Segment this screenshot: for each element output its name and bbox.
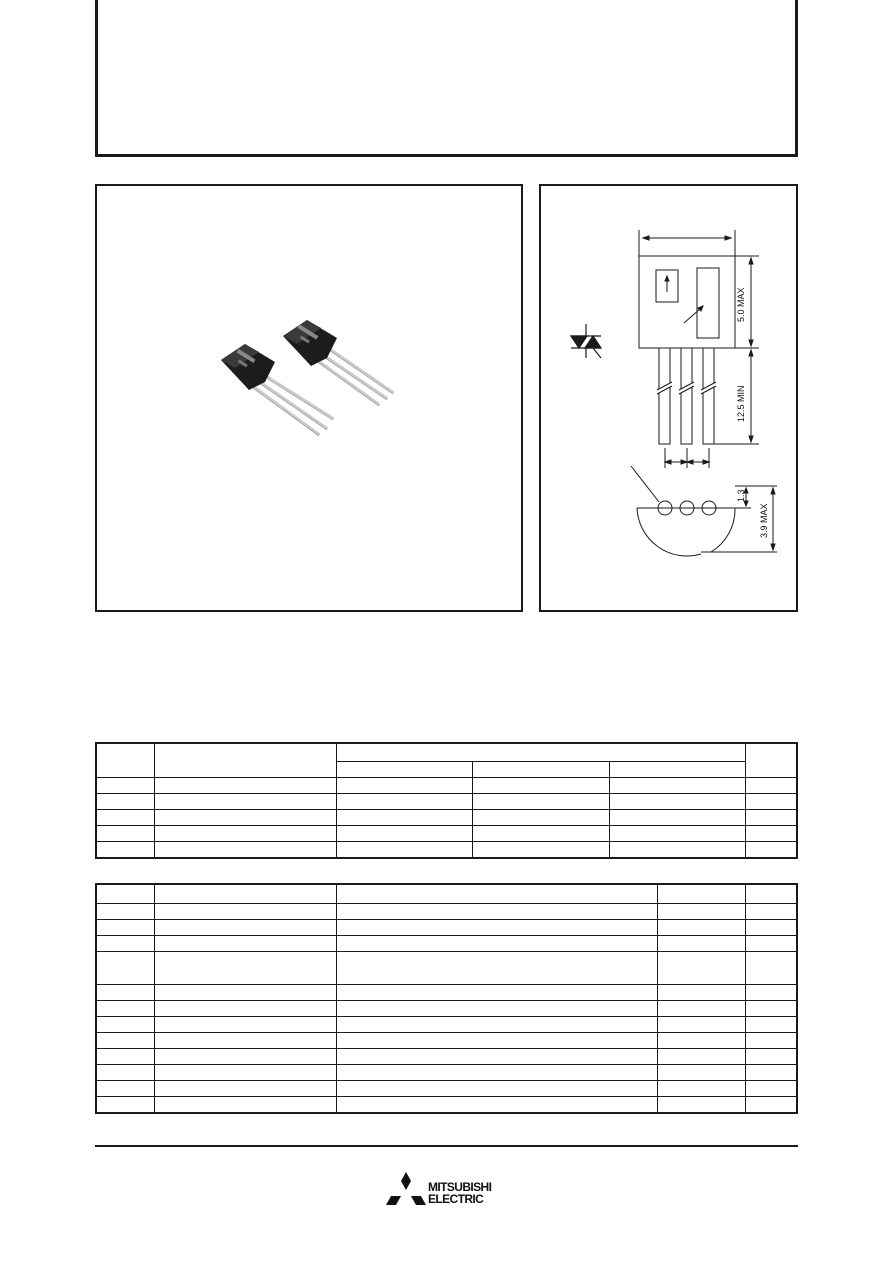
- package-body: [639, 256, 735, 348]
- table-row: [96, 952, 797, 985]
- table-row: [96, 794, 797, 810]
- table-row: [96, 1049, 797, 1065]
- table-cell: [96, 743, 155, 778]
- logo-line-1: MITSUBISHI: [428, 1180, 492, 1194]
- table-row: [96, 1097, 797, 1114]
- table-row: [96, 1081, 797, 1097]
- table-row: [96, 826, 797, 842]
- three-diamonds-icon: [385, 1172, 427, 1206]
- table-row: [96, 743, 797, 762]
- outline-drawing-panel: [539, 184, 798, 612]
- table-cell: [609, 762, 745, 778]
- table-row: [96, 920, 797, 936]
- table-row: [96, 904, 797, 920]
- characteristics-table: [95, 883, 798, 1114]
- table-row: [96, 936, 797, 952]
- table-cell: [336, 743, 745, 762]
- table-cell: [745, 743, 797, 778]
- table-row: [96, 1065, 797, 1081]
- dim-lead-length: 12.5 MIN: [736, 385, 746, 422]
- table-cell: [336, 762, 473, 778]
- logo-line-2: ELECTRIC: [428, 1192, 484, 1206]
- table-row: [96, 810, 797, 826]
- ratings-table: [95, 742, 798, 859]
- dim-bottom-depth: 3.9 MAX: [759, 503, 769, 538]
- table-row: [96, 884, 797, 904]
- table-row: [96, 778, 797, 794]
- outline-drawing: [541, 186, 796, 610]
- table-row: [96, 842, 797, 859]
- dim-bottom-offset: 1.3: [736, 489, 746, 502]
- left-device-body: [221, 344, 275, 390]
- table-row: [96, 1017, 797, 1033]
- device-photo: [97, 186, 521, 610]
- photo-panel: [95, 184, 523, 612]
- footer-rule: [95, 1145, 798, 1147]
- dim-body-height: 5.0 MAX: [736, 287, 746, 322]
- table-cell: [473, 762, 610, 778]
- table-cell: [155, 743, 336, 778]
- triac-symbol: [571, 324, 601, 358]
- title-block: [95, 0, 798, 157]
- table-row: [96, 1001, 797, 1017]
- table-row: [96, 985, 797, 1001]
- table-row: [96, 1033, 797, 1049]
